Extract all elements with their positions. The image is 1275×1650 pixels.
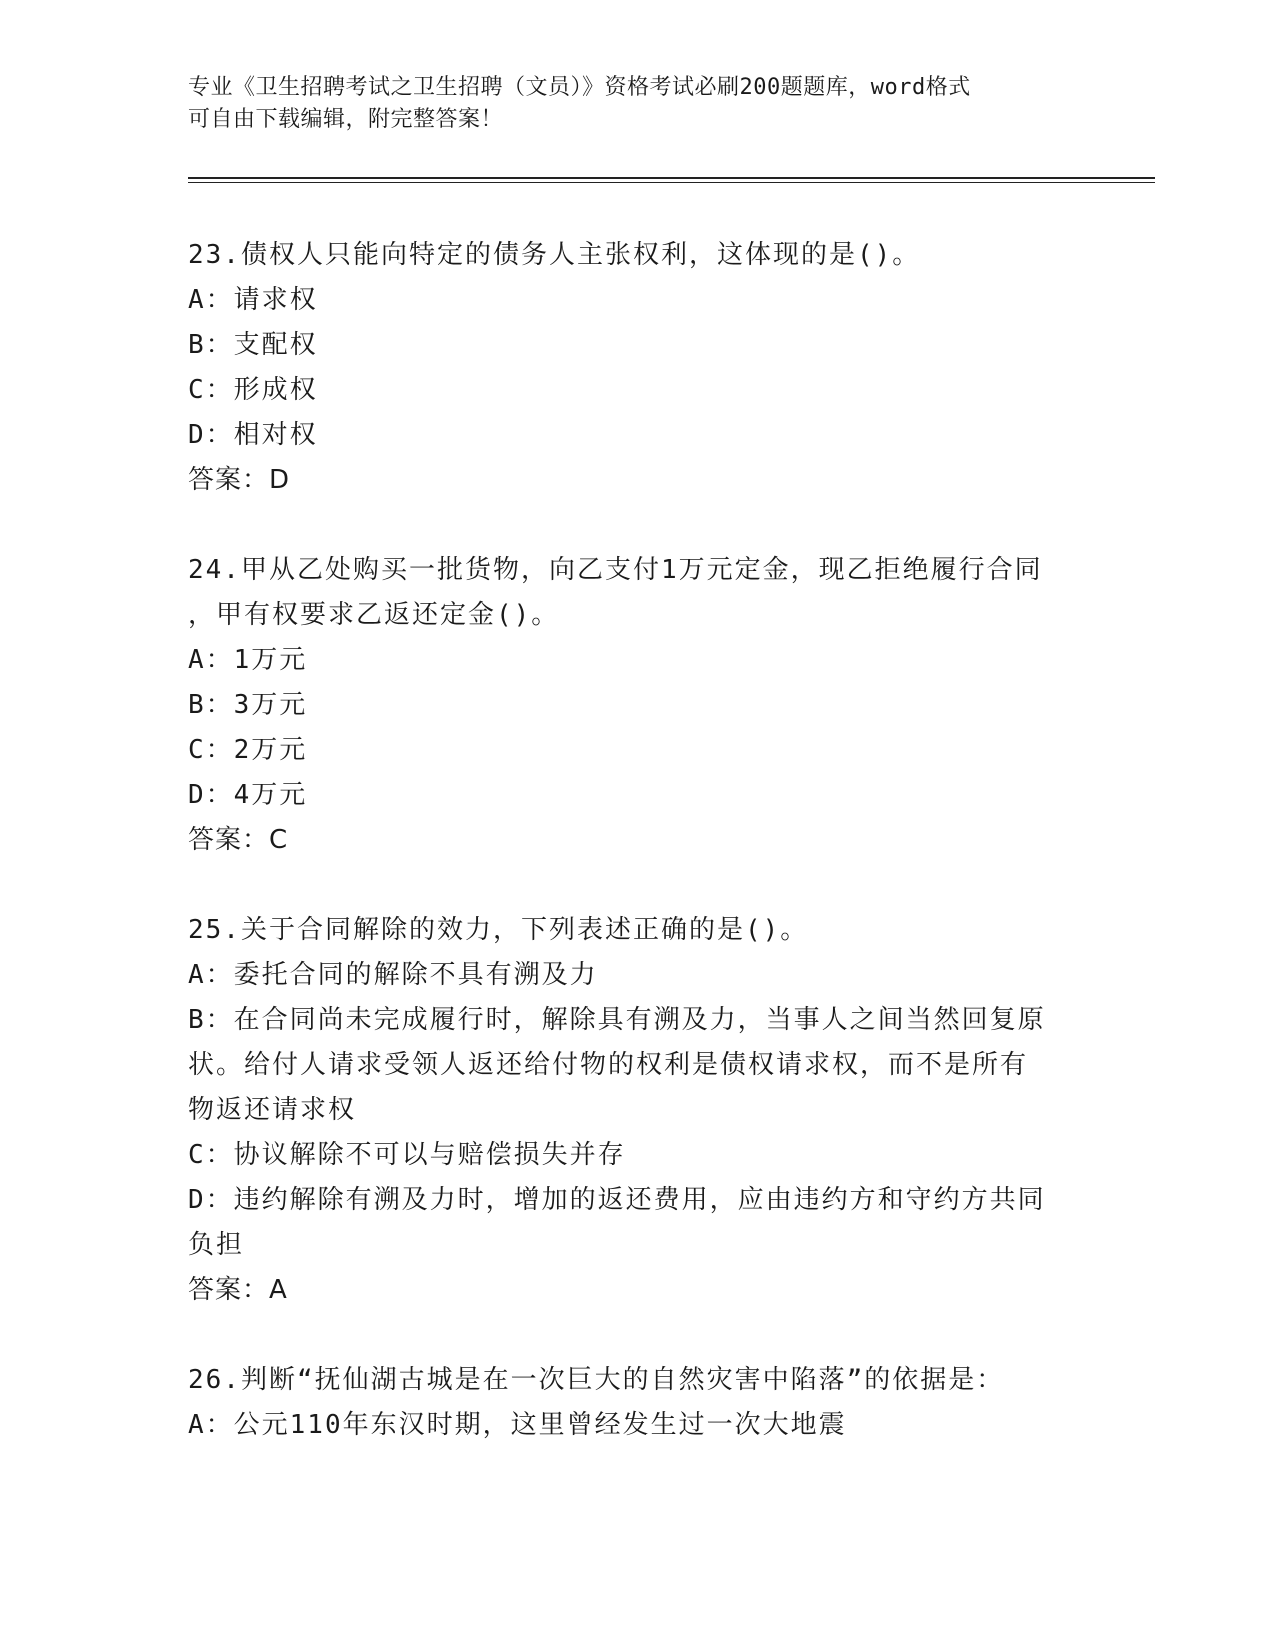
question-block (188, 908, 1078, 1313)
answer-option: B：在合同尚未完成履行时，解除具有溯及力，当事人之间当然回复原 (188, 1005, 1046, 1035)
question-stem: 26.判断“抚仙湖古城是在一次巨大的自然灾害中陷落”的依据是： (188, 1365, 1005, 1395)
answer-option: D：相对权 (188, 420, 318, 450)
question-block (188, 1358, 1078, 1448)
answer-option: D：违约解除有溯及力时，增加的返还费用，应由违约方和守约方共同 (188, 1185, 1046, 1215)
answer-option: C：协议解除不可以与赔偿损失并存 (188, 1140, 626, 1170)
answer-option: 负担 (188, 1230, 245, 1260)
question-stem: 23.债权人只能向特定的债务人主张权利，这体现的是()。 (188, 240, 921, 270)
answer-option: 物返还请求权 (188, 1095, 357, 1125)
answer-option: A：1万元 (188, 645, 308, 675)
answer-key: 答案：C (188, 825, 289, 855)
answer-key: 答案：D (188, 465, 291, 495)
header-divider-thin (188, 182, 1155, 183)
answer-option: 状。给付人请求受领人返还给付物的权利是债权请求权，而不是所有 (188, 1050, 1029, 1080)
question-block (188, 548, 1078, 863)
header-line-2: 可自由下载编辑，附完整答案！ (188, 107, 504, 132)
answer-option: A：公元110年东汉时期，这里曾经发生过一次大地震 (188, 1410, 847, 1440)
document-header (188, 72, 1068, 136)
header-line-1: 专业《卫生招聘考试之卫生招聘（文员）》资格考试必刷200题题库，word格式 (188, 75, 971, 100)
answer-option: A：委托合同的解除不具有溯及力 (188, 960, 598, 990)
answer-key: 答案：A (188, 1275, 288, 1305)
question-stem: ，甲有权要求乙返还定金()。 (188, 600, 560, 630)
question-stem: 25.关于合同解除的效力，下列表述正确的是()。 (188, 915, 809, 945)
answer-option: B：3万元 (188, 690, 308, 720)
answer-option: B：支配权 (188, 330, 318, 360)
answer-option: C：2万元 (188, 735, 308, 765)
question-list (188, 233, 1078, 1493)
question-block (188, 233, 1078, 503)
question-stem: 24.甲从乙处购买一批货物，向乙支付1万元定金，现乙拒绝履行合同 (188, 555, 1043, 585)
answer-option: D：4万元 (188, 780, 308, 810)
answer-option: C：形成权 (188, 375, 318, 405)
answer-option: A：请求权 (188, 285, 318, 315)
header-divider-thick (188, 177, 1155, 179)
